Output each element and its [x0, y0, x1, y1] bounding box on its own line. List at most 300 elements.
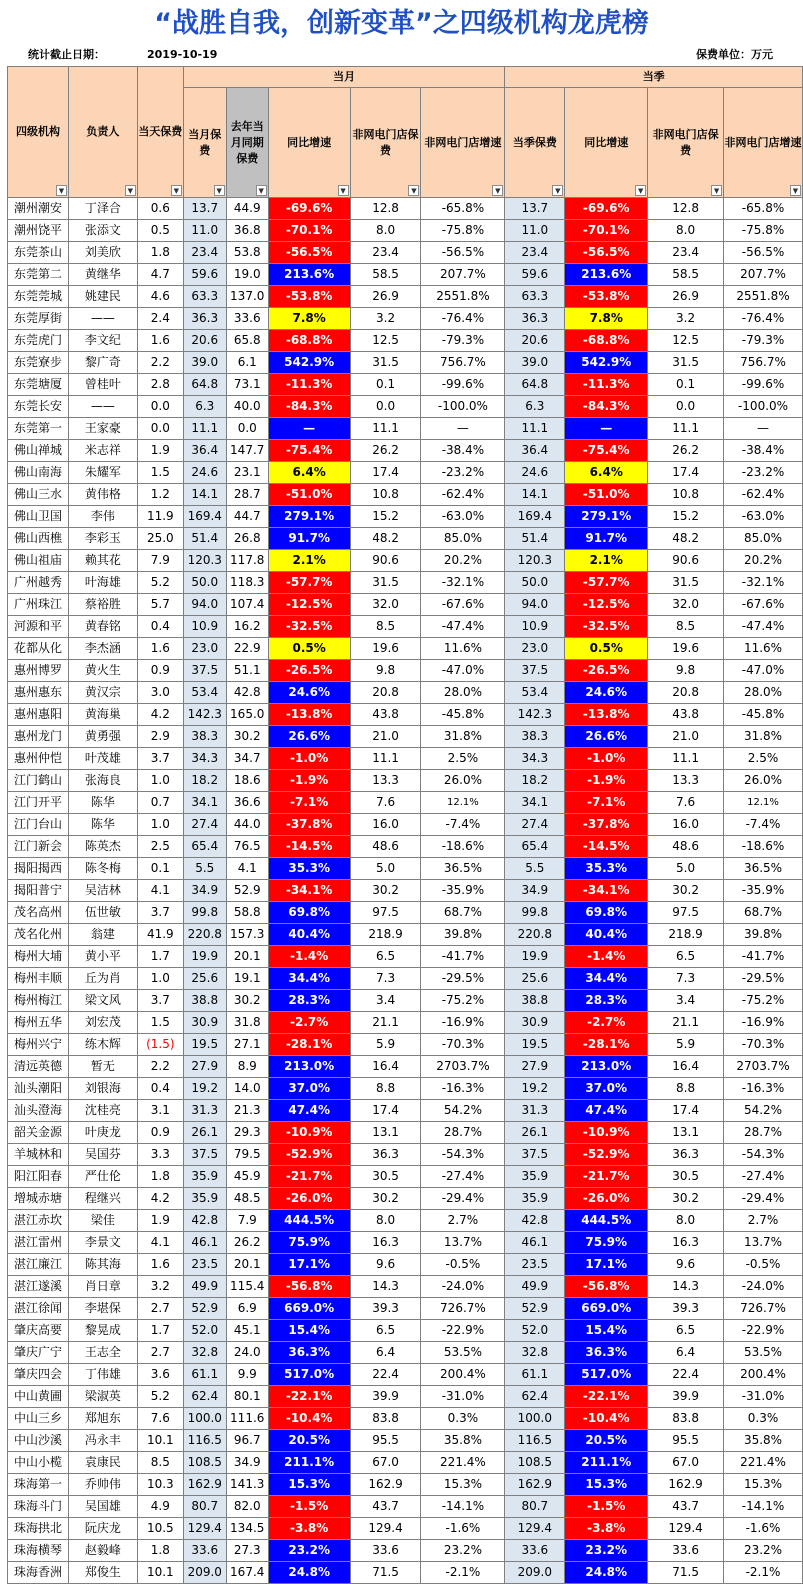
cell-last-year-premium[interactable]: 115.4: [226, 1276, 268, 1298]
cell-month-premium[interactable]: 38.8: [183, 990, 226, 1012]
cell-owner[interactable]: 陈英杰: [68, 836, 137, 858]
cell-owner[interactable]: 伍世敏: [68, 902, 137, 924]
cell-quarter-nonnet-growth[interactable]: 13.7%: [724, 1232, 803, 1254]
cell-month-yoy[interactable]: 26.6%: [268, 726, 350, 748]
cell-last-year-premium[interactable]: 30.2: [226, 990, 268, 1012]
cell-quarter-nonnet-premium[interactable]: 17.4: [648, 462, 724, 484]
cell-month-nonnet-premium[interactable]: 15.2: [350, 506, 421, 528]
cell-quarter-nonnet-growth[interactable]: —: [724, 418, 803, 440]
cell-month-yoy[interactable]: 669.0%: [268, 1298, 350, 1320]
cell-month-nonnet-growth[interactable]: 2551.8%: [421, 286, 505, 308]
cell-last-year-premium[interactable]: 34.9: [226, 1452, 268, 1474]
cell-today-premium[interactable]: 4.2: [137, 704, 183, 726]
cell-quarter-nonnet-premium[interactable]: 16.3: [648, 1232, 724, 1254]
cell-month-nonnet-premium[interactable]: 43.7: [350, 1496, 421, 1518]
cell-org[interactable]: 东莞茶山: [8, 242, 69, 264]
cell-month-yoy[interactable]: -68.8%: [268, 330, 350, 352]
cell-today-premium[interactable]: 0.7: [137, 792, 183, 814]
cell-quarter-nonnet-premium[interactable]: 7.6: [648, 792, 724, 814]
cell-last-year-premium[interactable]: 0.0: [226, 418, 268, 440]
cell-quarter-yoy[interactable]: —: [565, 418, 648, 440]
cell-quarter-premium[interactable]: 61.1: [505, 1364, 565, 1386]
cell-quarter-nonnet-premium[interactable]: 10.8: [648, 484, 724, 506]
cell-quarter-nonnet-premium[interactable]: 6.5: [648, 1320, 724, 1342]
cell-quarter-yoy[interactable]: -57.7%: [565, 572, 648, 594]
cell-quarter-nonnet-premium[interactable]: 17.4: [648, 1100, 724, 1122]
cell-month-nonnet-premium[interactable]: 20.8: [350, 682, 421, 704]
cell-last-year-premium[interactable]: 134.5: [226, 1518, 268, 1540]
cell-quarter-premium[interactable]: 6.3: [505, 396, 565, 418]
cell-month-premium[interactable]: 19.5: [183, 1034, 226, 1056]
cell-month-premium[interactable]: 11.0: [183, 220, 226, 242]
cell-quarter-yoy[interactable]: -1.0%: [565, 748, 648, 770]
cell-month-nonnet-growth[interactable]: 726.7%: [421, 1298, 505, 1320]
cell-today-premium[interactable]: 1.7: [137, 1320, 183, 1342]
cell-month-premium[interactable]: 23.4: [183, 242, 226, 264]
cell-org[interactable]: 梅州丰顺: [8, 968, 69, 990]
cell-month-premium[interactable]: 10.9: [183, 616, 226, 638]
cell-month-premium[interactable]: 51.4: [183, 528, 226, 550]
cell-quarter-nonnet-growth[interactable]: 726.7%: [724, 1298, 803, 1320]
cell-quarter-yoy[interactable]: -26.5%: [565, 660, 648, 682]
cell-quarter-nonnet-growth[interactable]: 85.0%: [724, 528, 803, 550]
cell-month-premium[interactable]: 116.5: [183, 1430, 226, 1452]
cell-month-yoy[interactable]: -70.1%: [268, 220, 350, 242]
dropdown-icon[interactable]: ▼: [171, 185, 182, 196]
cell-org[interactable]: 肇庆高要: [8, 1320, 69, 1342]
cell-last-year-premium[interactable]: 45.1: [226, 1320, 268, 1342]
cell-quarter-nonnet-premium[interactable]: 97.5: [648, 902, 724, 924]
cell-quarter-premium[interactable]: 19.9: [505, 946, 565, 968]
cell-quarter-nonnet-premium[interactable]: 31.5: [648, 572, 724, 594]
cell-org[interactable]: 珠海拱北: [8, 1518, 69, 1540]
cell-month-nonnet-premium[interactable]: 30.5: [350, 1166, 421, 1188]
cell-today-premium[interactable]: 2.7: [137, 1298, 183, 1320]
cell-month-nonnet-premium[interactable]: 17.4: [350, 462, 421, 484]
cell-quarter-premium[interactable]: 35.9: [505, 1166, 565, 1188]
cell-month-nonnet-growth[interactable]: 53.5%: [421, 1342, 505, 1364]
cell-quarter-nonnet-premium[interactable]: 90.6: [648, 550, 724, 572]
cell-month-nonnet-premium[interactable]: 7.3: [350, 968, 421, 990]
cell-month-yoy[interactable]: -14.5%: [268, 836, 350, 858]
cell-quarter-nonnet-premium[interactable]: 12.5: [648, 330, 724, 352]
cell-month-premium[interactable]: 108.5: [183, 1452, 226, 1474]
cell-quarter-yoy[interactable]: -75.4%: [565, 440, 648, 462]
cell-quarter-nonnet-growth[interactable]: 12.1%: [724, 792, 803, 814]
cell-month-nonnet-premium[interactable]: 6.5: [350, 1320, 421, 1342]
dropdown-icon[interactable]: ▼: [711, 185, 722, 196]
cell-month-nonnet-premium[interactable]: 13.1: [350, 1122, 421, 1144]
cell-owner[interactable]: 翁建: [68, 924, 137, 946]
cell-last-year-premium[interactable]: 36.8: [226, 220, 268, 242]
cell-month-yoy[interactable]: 444.5%: [268, 1210, 350, 1232]
filter-icon[interactable]: ▼: [56, 185, 67, 196]
cell-quarter-nonnet-premium[interactable]: 20.8: [648, 682, 724, 704]
cell-month-nonnet-growth[interactable]: 31.8%: [421, 726, 505, 748]
cell-today-premium[interactable]: 2.5: [137, 836, 183, 858]
cell-month-premium[interactable]: 61.1: [183, 1364, 226, 1386]
cell-quarter-nonnet-growth[interactable]: 20.2%: [724, 550, 803, 572]
cell-quarter-premium[interactable]: 108.5: [505, 1452, 565, 1474]
cell-month-premium[interactable]: 32.8: [183, 1342, 226, 1364]
cell-quarter-premium[interactable]: 34.3: [505, 748, 565, 770]
cell-today-premium[interactable]: 3.2: [137, 1276, 183, 1298]
cell-month-nonnet-premium[interactable]: 67.0: [350, 1452, 421, 1474]
cell-month-nonnet-growth[interactable]: -47.4%: [421, 616, 505, 638]
cell-org[interactable]: 东莞厚街: [8, 308, 69, 330]
cell-month-premium[interactable]: 13.7: [183, 198, 226, 220]
cell-month-nonnet-premium[interactable]: 43.8: [350, 704, 421, 726]
cell-quarter-nonnet-growth[interactable]: -7.4%: [724, 814, 803, 836]
cell-quarter-premium[interactable]: 220.8: [505, 924, 565, 946]
cell-quarter-premium[interactable]: 52.0: [505, 1320, 565, 1342]
cell-quarter-premium[interactable]: 94.0: [505, 594, 565, 616]
cell-month-nonnet-growth[interactable]: 26.0%: [421, 770, 505, 792]
header-quarter-yoy[interactable]: 同比增速 ▼: [565, 88, 648, 198]
cell-owner[interactable]: 丘为肖: [68, 968, 137, 990]
cell-last-year-premium[interactable]: 42.8: [226, 682, 268, 704]
cell-org[interactable]: 汕头澄海: [8, 1100, 69, 1122]
cell-quarter-premium[interactable]: 51.4: [505, 528, 565, 550]
cell-quarter-nonnet-growth[interactable]: -31.0%: [724, 1386, 803, 1408]
cell-quarter-nonnet-premium[interactable]: 58.5: [648, 264, 724, 286]
cell-org[interactable]: 惠州惠东: [8, 682, 69, 704]
cell-month-yoy[interactable]: -11.3%: [268, 374, 350, 396]
cell-quarter-yoy[interactable]: -22.1%: [565, 1386, 648, 1408]
cell-quarter-nonnet-premium[interactable]: 71.5: [648, 1562, 724, 1584]
cell-quarter-nonnet-growth[interactable]: -23.2%: [724, 462, 803, 484]
cell-quarter-yoy[interactable]: -1.4%: [565, 946, 648, 968]
cell-owner[interactable]: 李彩玉: [68, 528, 137, 550]
header-owner[interactable]: 负责人 ▼: [68, 67, 137, 198]
cell-month-premium[interactable]: 220.8: [183, 924, 226, 946]
cell-last-year-premium[interactable]: 44.0: [226, 814, 268, 836]
cell-month-premium[interactable]: 34.1: [183, 792, 226, 814]
cell-quarter-nonnet-growth[interactable]: 35.8%: [724, 1430, 803, 1452]
dropdown-icon[interactable]: ▼: [408, 185, 419, 196]
cell-today-premium[interactable]: 5.2: [137, 572, 183, 594]
cell-month-nonnet-growth[interactable]: -22.9%: [421, 1320, 505, 1342]
cell-month-premium[interactable]: 26.1: [183, 1122, 226, 1144]
cell-month-nonnet-growth[interactable]: -16.9%: [421, 1012, 505, 1034]
cell-org[interactable]: 梅州大埔: [8, 946, 69, 968]
cell-owner[interactable]: 练木辉: [68, 1034, 137, 1056]
cell-org[interactable]: 江门新会: [8, 836, 69, 858]
cell-month-nonnet-premium[interactable]: 17.4: [350, 1100, 421, 1122]
cell-quarter-premium[interactable]: 13.7: [505, 198, 565, 220]
cell-owner[interactable]: 吴国雄: [68, 1496, 137, 1518]
cell-quarter-nonnet-growth[interactable]: -76.4%: [724, 308, 803, 330]
cell-month-premium[interactable]: 63.3: [183, 286, 226, 308]
cell-today-premium[interactable]: 1.8: [137, 1540, 183, 1562]
cell-month-nonnet-premium[interactable]: 21.1: [350, 1012, 421, 1034]
cell-today-premium[interactable]: 1.5: [137, 1012, 183, 1034]
cell-month-yoy[interactable]: 15.3%: [268, 1474, 350, 1496]
cell-quarter-nonnet-premium[interactable]: 5.9: [648, 1034, 724, 1056]
cell-month-yoy[interactable]: 211.1%: [268, 1452, 350, 1474]
cell-quarter-yoy[interactable]: -37.8%: [565, 814, 648, 836]
cell-quarter-yoy[interactable]: 36.3%: [565, 1342, 648, 1364]
dropdown-icon[interactable]: ▼: [552, 185, 563, 196]
cell-month-nonnet-growth[interactable]: -31.0%: [421, 1386, 505, 1408]
cell-month-nonnet-growth[interactable]: 13.7%: [421, 1232, 505, 1254]
cell-month-nonnet-growth[interactable]: 23.2%: [421, 1540, 505, 1562]
cell-month-nonnet-premium[interactable]: 0.0: [350, 396, 421, 418]
cell-quarter-nonnet-growth[interactable]: -54.3%: [724, 1144, 803, 1166]
cell-quarter-nonnet-growth[interactable]: 26.0%: [724, 770, 803, 792]
cell-month-nonnet-growth[interactable]: 756.7%: [421, 352, 505, 374]
cell-month-premium[interactable]: 25.6: [183, 968, 226, 990]
cell-last-year-premium[interactable]: 167.4: [226, 1562, 268, 1584]
cell-last-year-premium[interactable]: 52.9: [226, 880, 268, 902]
cell-month-nonnet-premium[interactable]: 12.5: [350, 330, 421, 352]
cell-month-nonnet-premium[interactable]: 30.2: [350, 880, 421, 902]
cell-last-year-premium[interactable]: 48.5: [226, 1188, 268, 1210]
cell-last-year-premium[interactable]: 80.1: [226, 1386, 268, 1408]
cell-last-year-premium[interactable]: 34.7: [226, 748, 268, 770]
cell-month-nonnet-premium[interactable]: 0.1: [350, 374, 421, 396]
cell-quarter-nonnet-premium[interactable]: 7.3: [648, 968, 724, 990]
cell-quarter-yoy[interactable]: 444.5%: [565, 1210, 648, 1232]
cell-month-premium[interactable]: 33.6: [183, 1540, 226, 1562]
cell-quarter-nonnet-premium[interactable]: 129.4: [648, 1518, 724, 1540]
cell-last-year-premium[interactable]: 82.0: [226, 1496, 268, 1518]
cell-last-year-premium[interactable]: 44.7: [226, 506, 268, 528]
cell-month-yoy[interactable]: 24.8%: [268, 1562, 350, 1584]
cell-org[interactable]: 东莞寮步: [8, 352, 69, 374]
cell-quarter-nonnet-premium[interactable]: 13.3: [648, 770, 724, 792]
cell-month-nonnet-premium[interactable]: 3.4: [350, 990, 421, 1012]
cell-month-premium[interactable]: 27.9: [183, 1056, 226, 1078]
cell-quarter-yoy[interactable]: -69.6%: [565, 198, 648, 220]
cell-month-yoy[interactable]: 75.9%: [268, 1232, 350, 1254]
cell-last-year-premium[interactable]: 26.8: [226, 528, 268, 550]
cell-month-yoy[interactable]: -1.5%: [268, 1496, 350, 1518]
cell-month-nonnet-premium[interactable]: 83.8: [350, 1408, 421, 1430]
cell-owner[interactable]: 黎广奇: [68, 352, 137, 374]
cell-quarter-nonnet-growth[interactable]: -29.4%: [724, 1188, 803, 1210]
cell-month-nonnet-premium[interactable]: 218.9: [350, 924, 421, 946]
cell-quarter-nonnet-premium[interactable]: 16.0: [648, 814, 724, 836]
cell-org[interactable]: 广州越秀: [8, 572, 69, 594]
cell-quarter-yoy[interactable]: 28.3%: [565, 990, 648, 1012]
cell-quarter-nonnet-growth[interactable]: 39.8%: [724, 924, 803, 946]
header-month-premium[interactable]: 当月保费 ▼: [183, 88, 226, 198]
cell-month-nonnet-growth[interactable]: 12.1%: [421, 792, 505, 814]
cell-month-premium[interactable]: 169.4: [183, 506, 226, 528]
cell-quarter-nonnet-premium[interactable]: 19.6: [648, 638, 724, 660]
cell-last-year-premium[interactable]: 51.1: [226, 660, 268, 682]
cell-today-premium[interactable]: 1.6: [137, 1254, 183, 1276]
cell-month-nonnet-premium[interactable]: 9.6: [350, 1254, 421, 1276]
cell-quarter-premium[interactable]: 19.2: [505, 1078, 565, 1100]
cell-quarter-nonnet-premium[interactable]: 162.9: [648, 1474, 724, 1496]
cell-owner[interactable]: 黄海巢: [68, 704, 137, 726]
cell-month-premium[interactable]: 36.4: [183, 440, 226, 462]
cell-month-yoy[interactable]: -21.7%: [268, 1166, 350, 1188]
cell-owner[interactable]: 张添文: [68, 220, 137, 242]
cell-quarter-yoy[interactable]: -3.8%: [565, 1518, 648, 1540]
cell-month-nonnet-premium[interactable]: 129.4: [350, 1518, 421, 1540]
cell-org[interactable]: 东莞莞城: [8, 286, 69, 308]
cell-month-nonnet-premium[interactable]: 71.5: [350, 1562, 421, 1584]
cell-quarter-premium[interactable]: 20.6: [505, 330, 565, 352]
cell-quarter-premium[interactable]: 49.9: [505, 1276, 565, 1298]
cell-quarter-nonnet-premium[interactable]: 30.2: [648, 1188, 724, 1210]
cell-owner[interactable]: 赵毅峰: [68, 1540, 137, 1562]
cell-quarter-nonnet-premium[interactable]: 95.5: [648, 1430, 724, 1452]
cell-last-year-premium[interactable]: 8.9: [226, 1056, 268, 1078]
cell-quarter-premium[interactable]: 52.9: [505, 1298, 565, 1320]
cell-quarter-nonnet-growth[interactable]: -38.4%: [724, 440, 803, 462]
cell-last-year-premium[interactable]: 96.7: [226, 1430, 268, 1452]
cell-quarter-premium[interactable]: 50.0: [505, 572, 565, 594]
cell-owner[interactable]: 王志全: [68, 1342, 137, 1364]
cell-month-nonnet-premium[interactable]: 12.8: [350, 198, 421, 220]
cell-quarter-premium[interactable]: 23.5: [505, 1254, 565, 1276]
cell-month-nonnet-premium[interactable]: 23.4: [350, 242, 421, 264]
cell-org[interactable]: 梅州梅江: [8, 990, 69, 1012]
cell-month-yoy[interactable]: 542.9%: [268, 352, 350, 374]
cell-owner[interactable]: 乔帅伟: [68, 1474, 137, 1496]
cell-owner[interactable]: 蔡裕胜: [68, 594, 137, 616]
cell-month-premium[interactable]: 34.9: [183, 880, 226, 902]
cell-quarter-premium[interactable]: 11.1: [505, 418, 565, 440]
cell-month-premium[interactable]: 53.4: [183, 682, 226, 704]
cell-quarter-nonnet-premium[interactable]: 8.8: [648, 1078, 724, 1100]
cell-month-yoy[interactable]: -13.8%: [268, 704, 350, 726]
cell-month-premium[interactable]: 129.4: [183, 1518, 226, 1540]
cell-month-nonnet-premium[interactable]: 8.0: [350, 220, 421, 242]
cell-quarter-premium[interactable]: 11.0: [505, 220, 565, 242]
cell-month-nonnet-premium[interactable]: 39.9: [350, 1386, 421, 1408]
cell-month-nonnet-premium[interactable]: 10.8: [350, 484, 421, 506]
cell-owner[interactable]: 吴洁林: [68, 880, 137, 902]
cell-last-year-premium[interactable]: 76.5: [226, 836, 268, 858]
cell-org[interactable]: 惠州博罗: [8, 660, 69, 682]
cell-month-yoy[interactable]: 20.5%: [268, 1430, 350, 1452]
cell-month-nonnet-growth[interactable]: 200.4%: [421, 1364, 505, 1386]
cell-last-year-premium[interactable]: 23.1: [226, 462, 268, 484]
cell-quarter-yoy[interactable]: 23.2%: [565, 1540, 648, 1562]
cell-last-year-premium[interactable]: 21.3: [226, 1100, 268, 1122]
cell-quarter-nonnet-growth[interactable]: -1.6%: [724, 1518, 803, 1540]
cell-month-yoy[interactable]: -10.9%: [268, 1122, 350, 1144]
cell-today-premium[interactable]: 4.2: [137, 1188, 183, 1210]
cell-quarter-premium[interactable]: 24.6: [505, 462, 565, 484]
cell-today-premium[interactable]: 4.9: [137, 1496, 183, 1518]
cell-today-premium[interactable]: 0.0: [137, 396, 183, 418]
cell-month-premium[interactable]: 49.9: [183, 1276, 226, 1298]
dropdown-icon[interactable]: ▼: [790, 185, 801, 196]
cell-month-nonnet-growth[interactable]: 20.2%: [421, 550, 505, 572]
cell-month-nonnet-growth[interactable]: 2.7%: [421, 1210, 505, 1232]
cell-quarter-nonnet-premium[interactable]: 36.3: [648, 1144, 724, 1166]
cell-month-premium[interactable]: 14.1: [183, 484, 226, 506]
header-quarter-premium[interactable]: 当季保费 ▼: [505, 88, 565, 198]
cell-month-nonnet-growth[interactable]: -47.0%: [421, 660, 505, 682]
cell-quarter-premium[interactable]: 34.9: [505, 880, 565, 902]
cell-month-nonnet-premium[interactable]: 22.4: [350, 1364, 421, 1386]
cell-month-yoy[interactable]: -84.3%: [268, 396, 350, 418]
dropdown-icon[interactable]: ▼: [256, 185, 267, 196]
cell-today-premium[interactable]: 10.3: [137, 1474, 183, 1496]
cell-month-nonnet-premium[interactable]: 90.6: [350, 550, 421, 572]
cell-month-nonnet-premium[interactable]: 31.5: [350, 352, 421, 374]
cell-quarter-nonnet-growth[interactable]: -35.9%: [724, 880, 803, 902]
cell-month-nonnet-growth[interactable]: -75.8%: [421, 220, 505, 242]
cell-owner[interactable]: 吴国芬: [68, 1144, 137, 1166]
cell-org[interactable]: 江门鹤山: [8, 770, 69, 792]
cell-quarter-premium[interactable]: 27.4: [505, 814, 565, 836]
cell-org[interactable]: 佛山三水: [8, 484, 69, 506]
header-month-nonnet-growth[interactable]: 非网电门店增速 ▼: [421, 88, 505, 198]
cell-month-premium[interactable]: 100.0: [183, 1408, 226, 1430]
cell-quarter-nonnet-growth[interactable]: 54.2%: [724, 1100, 803, 1122]
cell-month-yoy[interactable]: 37.0%: [268, 1078, 350, 1100]
cell-today-premium[interactable]: 1.9: [137, 440, 183, 462]
cell-owner[interactable]: 刘宏茂: [68, 1012, 137, 1034]
cell-month-premium[interactable]: 62.4: [183, 1386, 226, 1408]
cell-month-premium[interactable]: 52.0: [183, 1320, 226, 1342]
cell-month-nonnet-growth[interactable]: 2.5%: [421, 748, 505, 770]
cell-quarter-nonnet-growth[interactable]: 221.4%: [724, 1452, 803, 1474]
cell-month-nonnet-premium[interactable]: 3.2: [350, 308, 421, 330]
cell-today-premium[interactable]: 0.9: [137, 660, 183, 682]
cell-last-year-premium[interactable]: 6.1: [226, 352, 268, 374]
cell-quarter-nonnet-premium[interactable]: 22.4: [648, 1364, 724, 1386]
cell-org[interactable]: 湛江雷州: [8, 1232, 69, 1254]
cell-quarter-nonnet-growth[interactable]: -29.5%: [724, 968, 803, 990]
cell-quarter-yoy[interactable]: 542.9%: [565, 352, 648, 374]
cell-quarter-nonnet-growth[interactable]: 23.2%: [724, 1540, 803, 1562]
cell-quarter-premium[interactable]: 30.9: [505, 1012, 565, 1034]
cell-quarter-yoy[interactable]: 15.4%: [565, 1320, 648, 1342]
cell-last-year-premium[interactable]: 19.1: [226, 968, 268, 990]
cell-quarter-yoy[interactable]: 517.0%: [565, 1364, 648, 1386]
cell-quarter-premium[interactable]: 31.3: [505, 1100, 565, 1122]
cell-quarter-premium[interactable]: 62.4: [505, 1386, 565, 1408]
cell-month-nonnet-growth[interactable]: -2.1%: [421, 1562, 505, 1584]
cell-owner[interactable]: 叶海雄: [68, 572, 137, 594]
cell-owner[interactable]: 阮庆龙: [68, 1518, 137, 1540]
cell-month-premium[interactable]: 31.3: [183, 1100, 226, 1122]
cell-month-yoy[interactable]: 17.1%: [268, 1254, 350, 1276]
cell-last-year-premium[interactable]: 118.3: [226, 572, 268, 594]
cell-org[interactable]: 东莞虎门: [8, 330, 69, 352]
cell-quarter-nonnet-growth[interactable]: 53.5%: [724, 1342, 803, 1364]
cell-quarter-yoy[interactable]: -13.8%: [565, 704, 648, 726]
cell-org[interactable]: 湛江遂溪: [8, 1276, 69, 1298]
cell-month-premium[interactable]: 23.5: [183, 1254, 226, 1276]
cell-month-nonnet-premium[interactable]: 11.1: [350, 418, 421, 440]
cell-last-year-premium[interactable]: 4.1: [226, 858, 268, 880]
cell-last-year-premium[interactable]: 24.0: [226, 1342, 268, 1364]
cell-org[interactable]: 肇庆广宁: [8, 1342, 69, 1364]
cell-month-nonnet-growth[interactable]: -29.5%: [421, 968, 505, 990]
header-month-nonnet-premium[interactable]: 非网电门店保费 ▼: [350, 88, 421, 198]
cell-month-nonnet-premium[interactable]: 48.2: [350, 528, 421, 550]
cell-month-yoy[interactable]: -37.8%: [268, 814, 350, 836]
cell-quarter-yoy[interactable]: 26.6%: [565, 726, 648, 748]
cell-quarter-yoy[interactable]: 2.1%: [565, 550, 648, 572]
cell-today-premium[interactable]: 11.9: [137, 506, 183, 528]
cell-month-nonnet-premium[interactable]: 48.6: [350, 836, 421, 858]
cell-month-yoy[interactable]: -28.1%: [268, 1034, 350, 1056]
cell-month-nonnet-growth[interactable]: -41.7%: [421, 946, 505, 968]
cell-owner[interactable]: 陈华: [68, 814, 137, 836]
cell-quarter-premium[interactable]: 36.3: [505, 308, 565, 330]
